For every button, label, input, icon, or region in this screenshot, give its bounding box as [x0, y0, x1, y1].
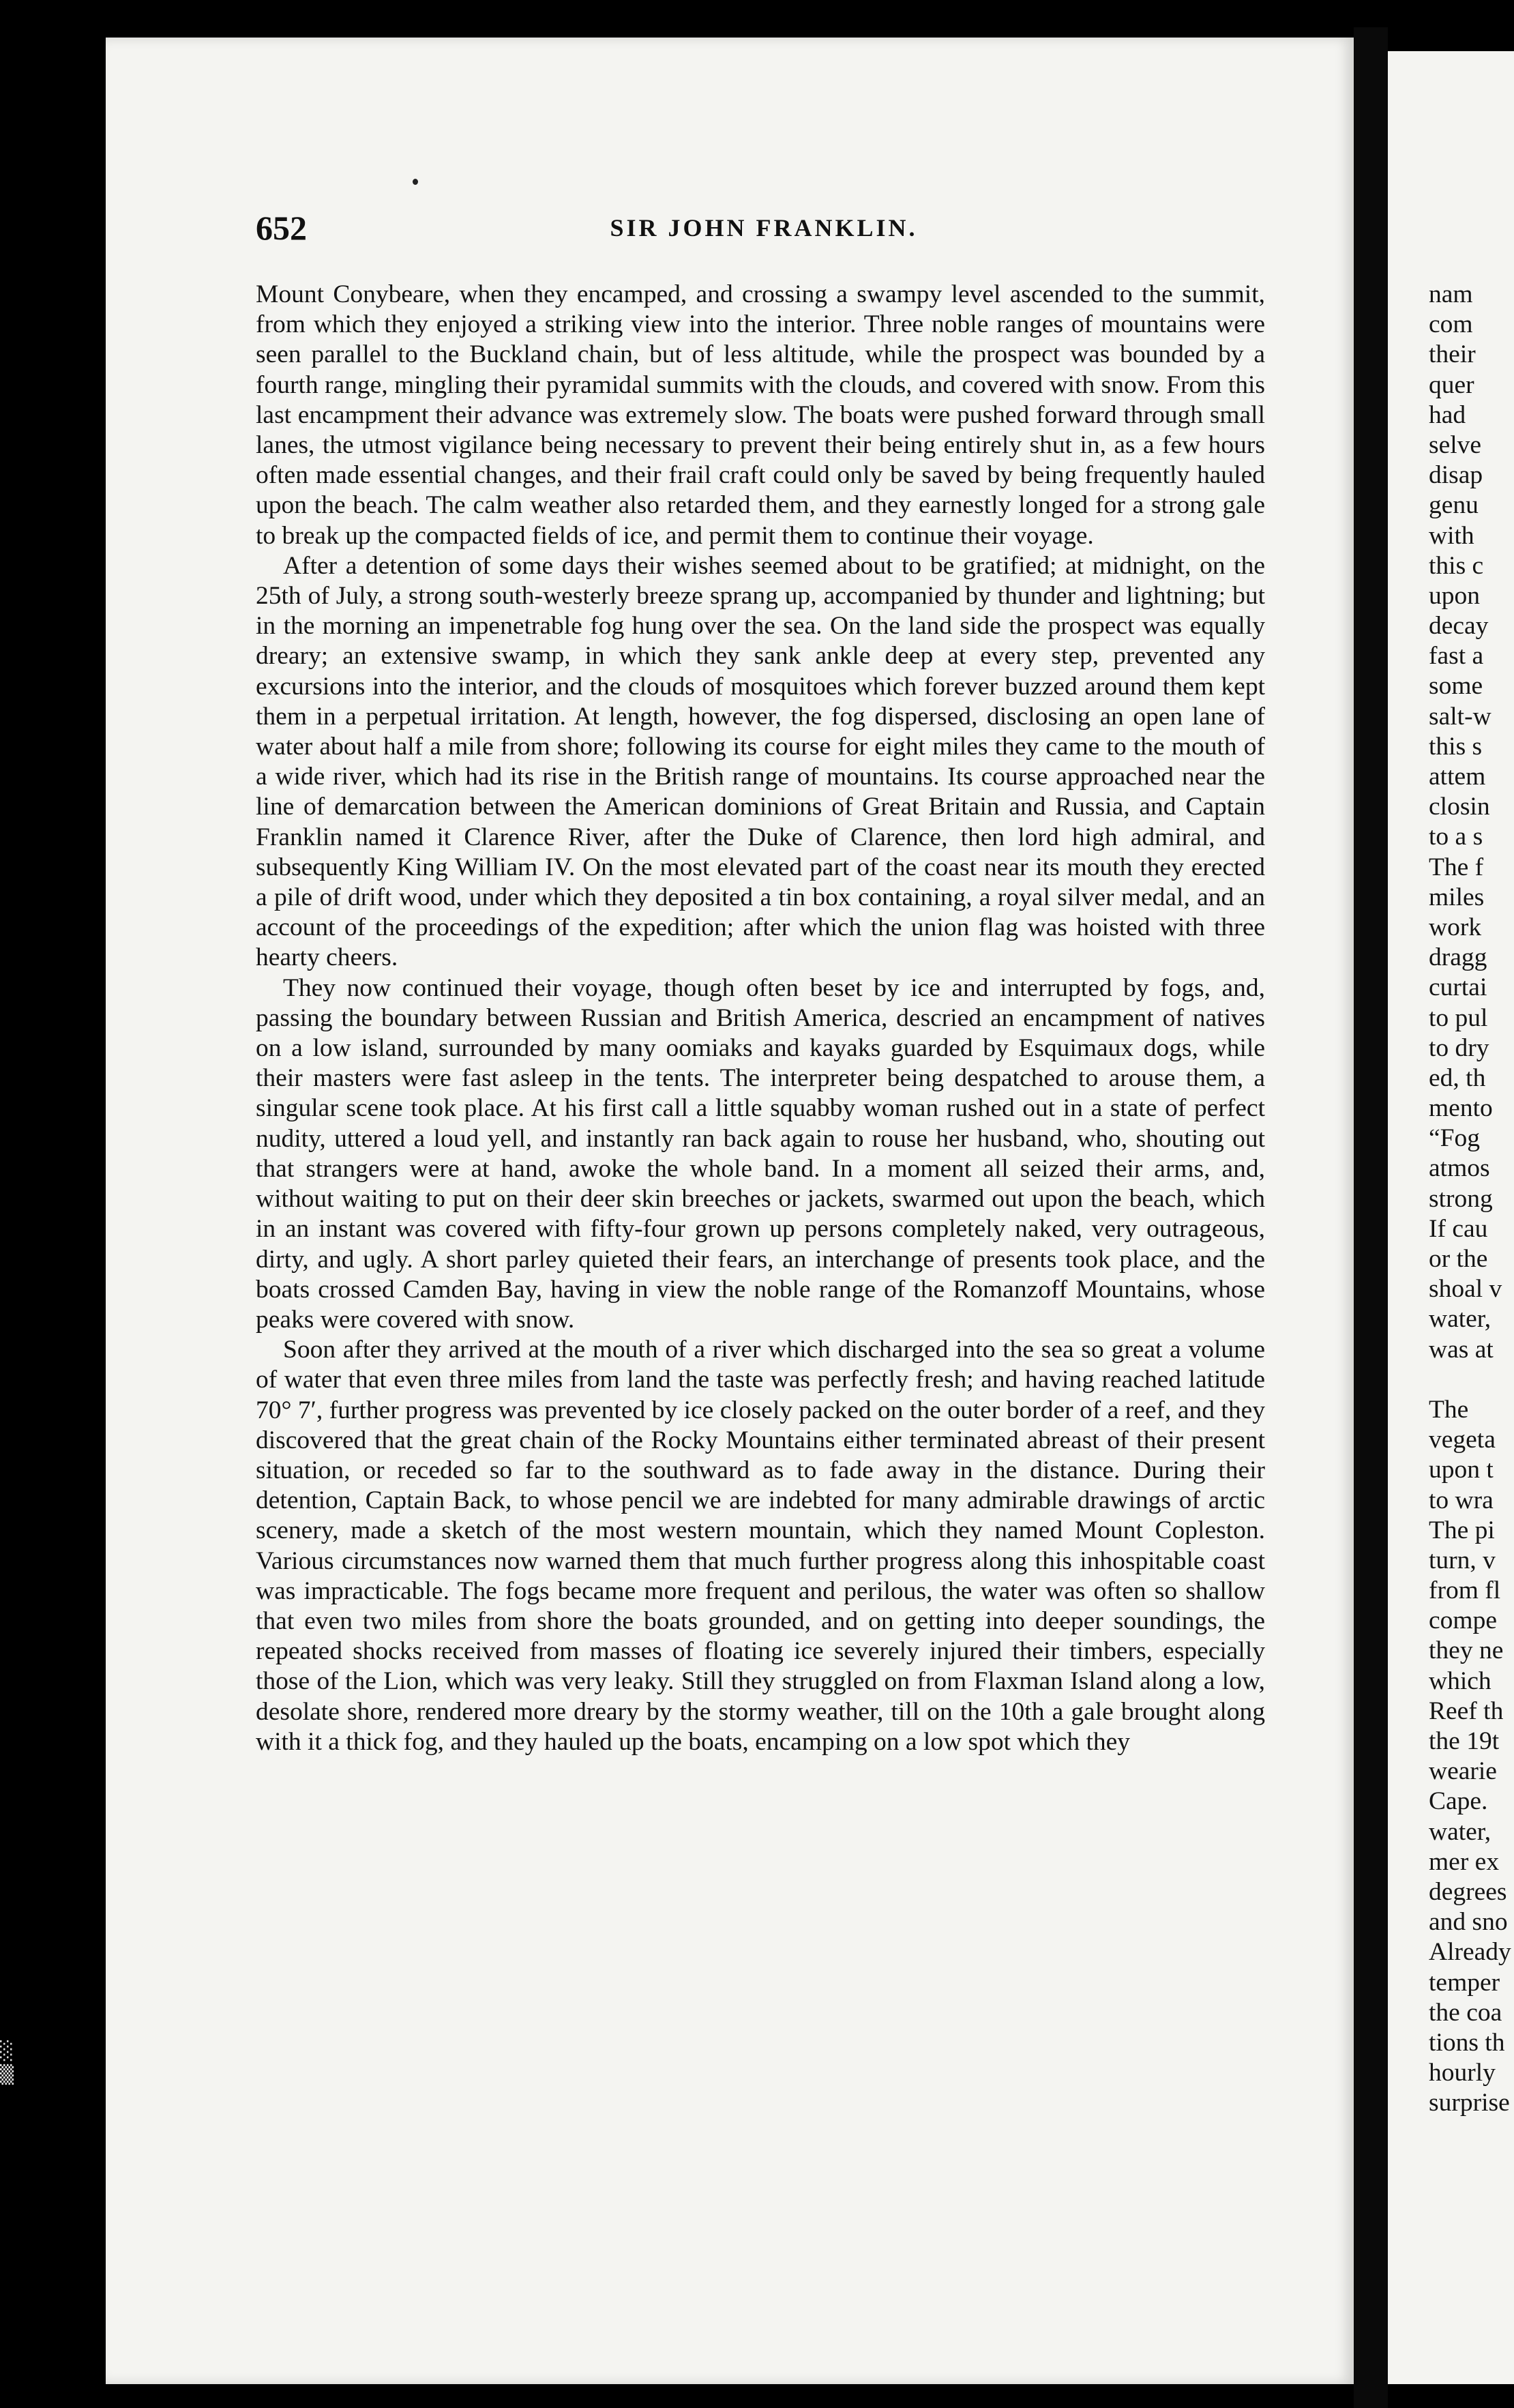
facing-page-line: to dry	[1429, 1033, 1489, 1062]
facing-page-line: and sno	[1429, 1908, 1508, 1937]
facing-page-line: miles	[1429, 883, 1485, 911]
facing-page-line: to wra	[1429, 1486, 1494, 1514]
facing-page-line: strong	[1429, 1184, 1493, 1213]
facing-page-line: If cau	[1429, 1214, 1488, 1243]
facing-page-line: tions th	[1429, 2028, 1505, 2057]
facing-page-line: wearie	[1429, 1757, 1497, 1786]
facing-page-line: closin	[1429, 793, 1490, 821]
facing-page-line: this s	[1429, 732, 1483, 761]
facing-page-line: this c	[1429, 551, 1484, 580]
ink-speck	[413, 179, 418, 185]
facing-page-line: mer ex	[1429, 1847, 1500, 1876]
facing-page-line: dragg	[1429, 943, 1487, 972]
facing-page-line: the 19t	[1429, 1727, 1500, 1755]
facing-page-line: atmos	[1429, 1154, 1490, 1183]
facing-page-line: water,	[1429, 1817, 1491, 1846]
facing-page-line: Reef th	[1429, 1697, 1504, 1725]
paragraph-4: Soon after they arrived at the mouth of a river which discharged into the sea so great a volume of water that even three miles from land the taste was perfectly fresh; and having reached latitude 70° 7′, further progress was prevented by ice closely packed on the outer border of a reef, and they discovered that the great chain of the Rocky Mountains either terminated abreast of their present situation, or receded so far to the southward as to fade away in the distance. During their detention, Captain Back, to whose pencil we are indebted for many admirable drawings of arctic scenery, made a sketch of the most western mountain, which they named Mount Copleston. Various circumstances now warned them that much further progress along this inhospitable coast was impracticable. The fogs became more frequent and perilous, the water was often so shallow that even two miles from shore the boats grounded, and on getting into deeper soundings, the repeated shocks received from masses of floating ice severely injured their timbers, especially those of the Lion, which was very leaky. Still they struggled on from Flaxman Island along a low, desolate shore, rendered more dreary by the stormy weather, till on the 10th a gale brought along with it a thick fog, and they hauled up the boats, encamping on a low spot which they	[256, 1336, 1265, 1756]
facing-page-line: they ne	[1429, 1636, 1504, 1665]
running-title: SIR JOHN FRANKLIN.	[610, 214, 918, 241]
facing-page-line: which	[1429, 1666, 1491, 1695]
facing-page-line: degrees	[1429, 1877, 1507, 1906]
facing-page-line: genu	[1429, 491, 1479, 520]
facing-page-line: their	[1429, 340, 1476, 369]
facing-page-line: curtai	[1429, 973, 1487, 1002]
facing-page-text	[1429, 280, 1514, 2118]
facing-page-line: work	[1429, 913, 1482, 941]
facing-page-line: Cape.	[1429, 1787, 1488, 1816]
facing-page-line: The f	[1429, 853, 1484, 881]
paragraph-2: After a detention of some days their wishes seemed about to be gratified; at midnight, on the 25th of July, a strong south-westerly breeze sprang up, accompanied by thunder and lightning; but in the morning an impenetrable fog hung over the sea. On the land side the prospect was equally dreary; an extensive swamp, in which they sank ankle deep at every step, prevented any excursions into the interior, and the clouds of mosquitoes which forever buzzed around them kept them in a perpetual irritation. At length, however, the fog dispersed, disclosing an open lane of water about half a mile from shore; following its course for eight miles they came to the mouth of a wide river, which had its rise in the British range of mountains. Its course approached near the line of demarcation between the American dominions of Great Britain and Russia, and Captain Franklin named it Clarence River, after the Duke of Clarence, then lord high admiral, and subsequently King William IV. On the most elevated part of the coast near its mouth they erected a pile of drift wood, under which they deposited a tin box containing, a royal silver medal, and an account of the proceedings of the expedition; after which the union flag was hoisted with three hearty cheers.	[256, 551, 1265, 972]
facing-page-line: fast a	[1429, 642, 1484, 671]
facing-page-line: upon	[1429, 581, 1480, 610]
facing-page-line: The	[1429, 1395, 1469, 1424]
facing-page-line: selve	[1429, 430, 1482, 459]
facing-page-line: mento	[1429, 1094, 1493, 1123]
scan-edge-artifact: ░ ▒	[0, 2041, 14, 2085]
facing-page-line: compe	[1429, 1606, 1497, 1635]
page-number: 652	[256, 209, 307, 247]
facing-page-line: Already	[1429, 1938, 1511, 1967]
facing-page-line: or the	[1429, 1245, 1488, 1273]
paragraph-3: They now continued their voyage, though often beset by ice and interrupted by fogs, and, passing the boundary between Russian and British America, descried an encampment of natives on a low island, surrounded by many oomiaks and kayaks guarded by Esquimaux dogs, while their masters were fast asleep in the tents. The interpreter being despatched to arouse them, a singular scene took place. At his first call a little squabby woman rushed out in a state of perfect nudity, uttered a loud yell, and instantly ran back again to rouse her husband, who, shouting out that strangers were at hand, awoke the whole band. In a moment all seized their arms, and, without waiting to put on their deer skin breeches or jackets, swarmed out upon the beach, which in an instant was covered with fifty-four grown up persons completely naked, very outrageous, dirty, and ugly. A short parley quieted their fears, an interchange of presents took place, and the boats crossed Camden Bay, having in view the noble range of the Romanzoff Mountains, whose peaks were covered with snow.	[256, 973, 1265, 1334]
paragraph-1: Mount Conybeare, when they encamped, and crossing a swampy level ascended to the summit, from which they enjoyed a striking view into the interior. Three noble ranges of mountains were seen parallel to the Buckland chain, but of less altitude, while the prospect was bounded by a fourth range, mingling their pyramidal summits with the clouds, and covered with snow. From this last encampment their advance was extremely slow. The boats were pushed forward through small lanes, the utmost vigilance being necessary to prevent their being entirely shut in, as a few hours often made essential changes, and their frail craft could only be saved by being frequently hauled upon the beach. The calm weather also retarded them, and they earnestly longed for a strong gale to break up the compacted fields of ice, and permit them to continue their voyage.	[256, 280, 1265, 550]
facing-page-line: from fl	[1429, 1576, 1501, 1605]
page-header	[256, 208, 1272, 249]
facing-page-line: to pul	[1429, 1003, 1488, 1032]
facing-page-line: ed, th	[1429, 1063, 1486, 1092]
facing-page-line: to a s	[1429, 823, 1483, 851]
facing-page-line: attem	[1429, 763, 1486, 791]
facing-page-line: was at	[1429, 1335, 1494, 1364]
facing-page-line: nam	[1429, 280, 1473, 308]
facing-page-line: vegeta	[1429, 1426, 1496, 1454]
facing-page-line: com	[1429, 310, 1473, 339]
facing-page-line	[1429, 1365, 1514, 1395]
facing-page-line: some	[1429, 672, 1483, 701]
facing-page-line: hourly	[1429, 2059, 1496, 2087]
facing-page-line: salt-w	[1429, 702, 1491, 731]
facing-page-line: “Fog	[1429, 1124, 1480, 1153]
facing-page-line: decay	[1429, 612, 1489, 641]
facing-page-line: surprise	[1429, 2089, 1510, 2117]
facing-page-line: quer	[1429, 370, 1474, 399]
facing-page-line: had	[1429, 400, 1466, 429]
facing-page-line: the coa	[1429, 1998, 1502, 2027]
body-text	[256, 280, 1265, 1757]
facing-page-line: The pi	[1429, 1516, 1495, 1544]
facing-page-line: water,	[1429, 1305, 1491, 1334]
facing-page-line: upon t	[1429, 1456, 1494, 1484]
facing-page-line: turn, v	[1429, 1546, 1496, 1574]
book-gutter	[1354, 27, 1388, 2408]
facing-page-line: shoal v	[1429, 1275, 1502, 1304]
facing-page-line: temper	[1429, 1968, 1500, 1997]
facing-page-line: with	[1429, 521, 1474, 550]
facing-page-line: disap	[1429, 461, 1483, 490]
